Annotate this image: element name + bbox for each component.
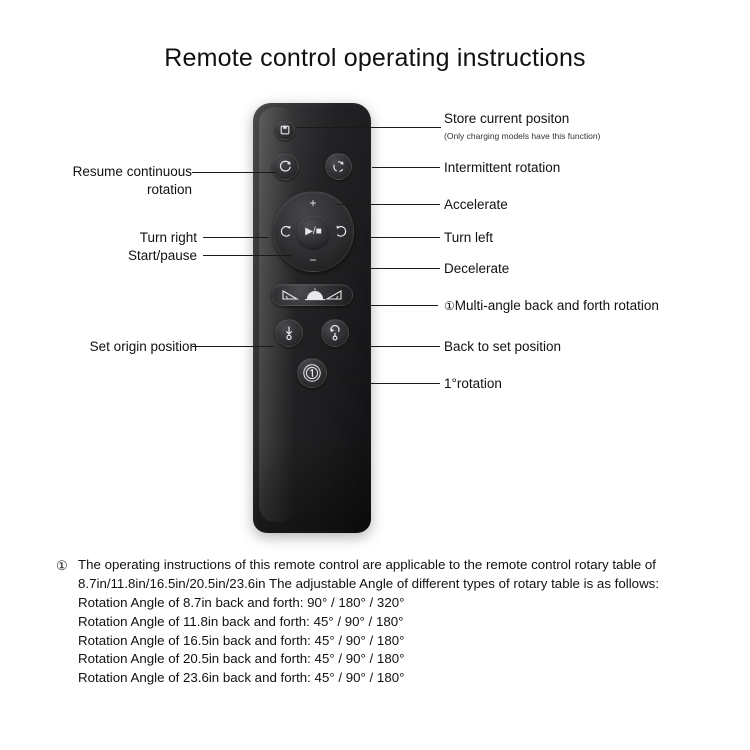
label-one-degree-rotation: 1°rotation <box>444 376 502 391</box>
footnote <box>56 556 696 688</box>
angle-line: Rotation Angle of 23.6in back and forth: 45° / 90° / 180° <box>78 670 405 686</box>
play-pause-icon: ▶/■ <box>305 226 322 237</box>
label-back-to-set-position: Back to set position <box>444 339 562 354</box>
one-degree-rotation-button[interactable] <box>297 358 327 388</box>
remote-control-body <box>253 103 371 533</box>
label-start-pause: Start/pause <box>127 248 197 263</box>
label-resume-rotation-line1: Resume continuous <box>72 164 192 179</box>
store-position-button[interactable] <box>275 120 295 140</box>
label-multi-angle-text: Multi-angle back and forth rotation <box>454 298 659 313</box>
footnote-angle-list <box>78 594 696 688</box>
circled-one-marker: ① <box>444 299 455 313</box>
leader-line-resume <box>192 172 276 173</box>
continuous-rotation-icon <box>278 159 293 174</box>
decelerate-button[interactable] <box>303 252 323 268</box>
label-store-position: Store current positon <box>444 111 570 126</box>
angle-line: Rotation Angle of 11.8in back and forth: 45° / 90° / 180° <box>78 613 404 629</box>
label-accelerate: Accelerate <box>444 197 508 212</box>
leader-line-multi-angle <box>371 305 438 306</box>
label-set-origin-position: Set origin position <box>89 339 197 354</box>
label-resume-rotation-line2: rotation <box>146 182 192 197</box>
intermittent-rotation-icon <box>331 159 346 174</box>
angle-line: Rotation Angle of 16.5in back and forth: 45° / 90° / 180° <box>78 632 405 648</box>
leader-line-accelerate <box>336 204 440 205</box>
set-origin-position-button[interactable] <box>275 319 303 347</box>
angle-line: Rotation Angle of 20.5in back and forth: 45° / 90° / 180° <box>78 651 405 667</box>
turn-left-button[interactable] <box>333 223 350 241</box>
rotate-right-arrow-icon <box>279 224 292 240</box>
accelerate-button[interactable] <box>303 195 323 211</box>
multi-angle-icon <box>277 287 347 303</box>
save-square-icon <box>280 125 290 135</box>
leader-line-intermittent <box>372 167 440 168</box>
label-multi-angle <box>444 298 659 315</box>
leader-line-store <box>296 127 441 128</box>
back-to-set-icon <box>327 325 343 341</box>
label-turn-left: Turn left <box>444 230 494 245</box>
plus-icon: + <box>309 196 317 210</box>
label-intermittent-rotation: Intermittent rotation <box>444 160 561 175</box>
remote-bottom-shading <box>253 441 371 533</box>
label-store-position-note: (Only charging models have this function) <box>444 131 601 141</box>
turn-right-button[interactable] <box>277 223 294 241</box>
start-pause-button[interactable] <box>297 215 330 248</box>
leader-line-turn-left <box>369 237 440 238</box>
leader-line-set-origin <box>192 346 274 347</box>
one-degree-rotation-icon <box>302 363 322 383</box>
leader-line-turn-right <box>203 237 269 238</box>
angle-line: Rotation Angle of 8.7in back and forth: 90° / 180° / 320° <box>78 594 405 610</box>
label-decelerate: Decelerate <box>444 261 510 276</box>
back-to-set-position-button[interactable] <box>321 319 349 347</box>
footnote-marker: ① <box>56 558 68 573</box>
page-title: Remote control operating instructions <box>164 44 586 72</box>
label-turn-right: Turn right <box>139 230 197 245</box>
leader-line-back-to-set <box>350 346 440 347</box>
minus-icon: − <box>309 253 317 267</box>
leader-line-start-pause <box>203 255 292 256</box>
resume-continuous-rotation-button[interactable] <box>272 153 299 180</box>
footnote-body <box>78 556 696 688</box>
set-origin-icon <box>281 325 297 341</box>
leader-line-one-degree <box>338 383 440 384</box>
rotate-left-arrow-icon <box>335 224 348 240</box>
leader-line-decelerate <box>336 268 440 269</box>
intermittent-rotation-button[interactable] <box>325 153 352 180</box>
multi-angle-button[interactable] <box>271 284 353 306</box>
footnote-paragraph: The operating instructions of this remote control are applicable to the remote control rotary table of 8.7in/11.8in/16.5in/20.5in/23.6in The adjustable Angle of different types of rotary table is as follows: <box>78 557 660 591</box>
